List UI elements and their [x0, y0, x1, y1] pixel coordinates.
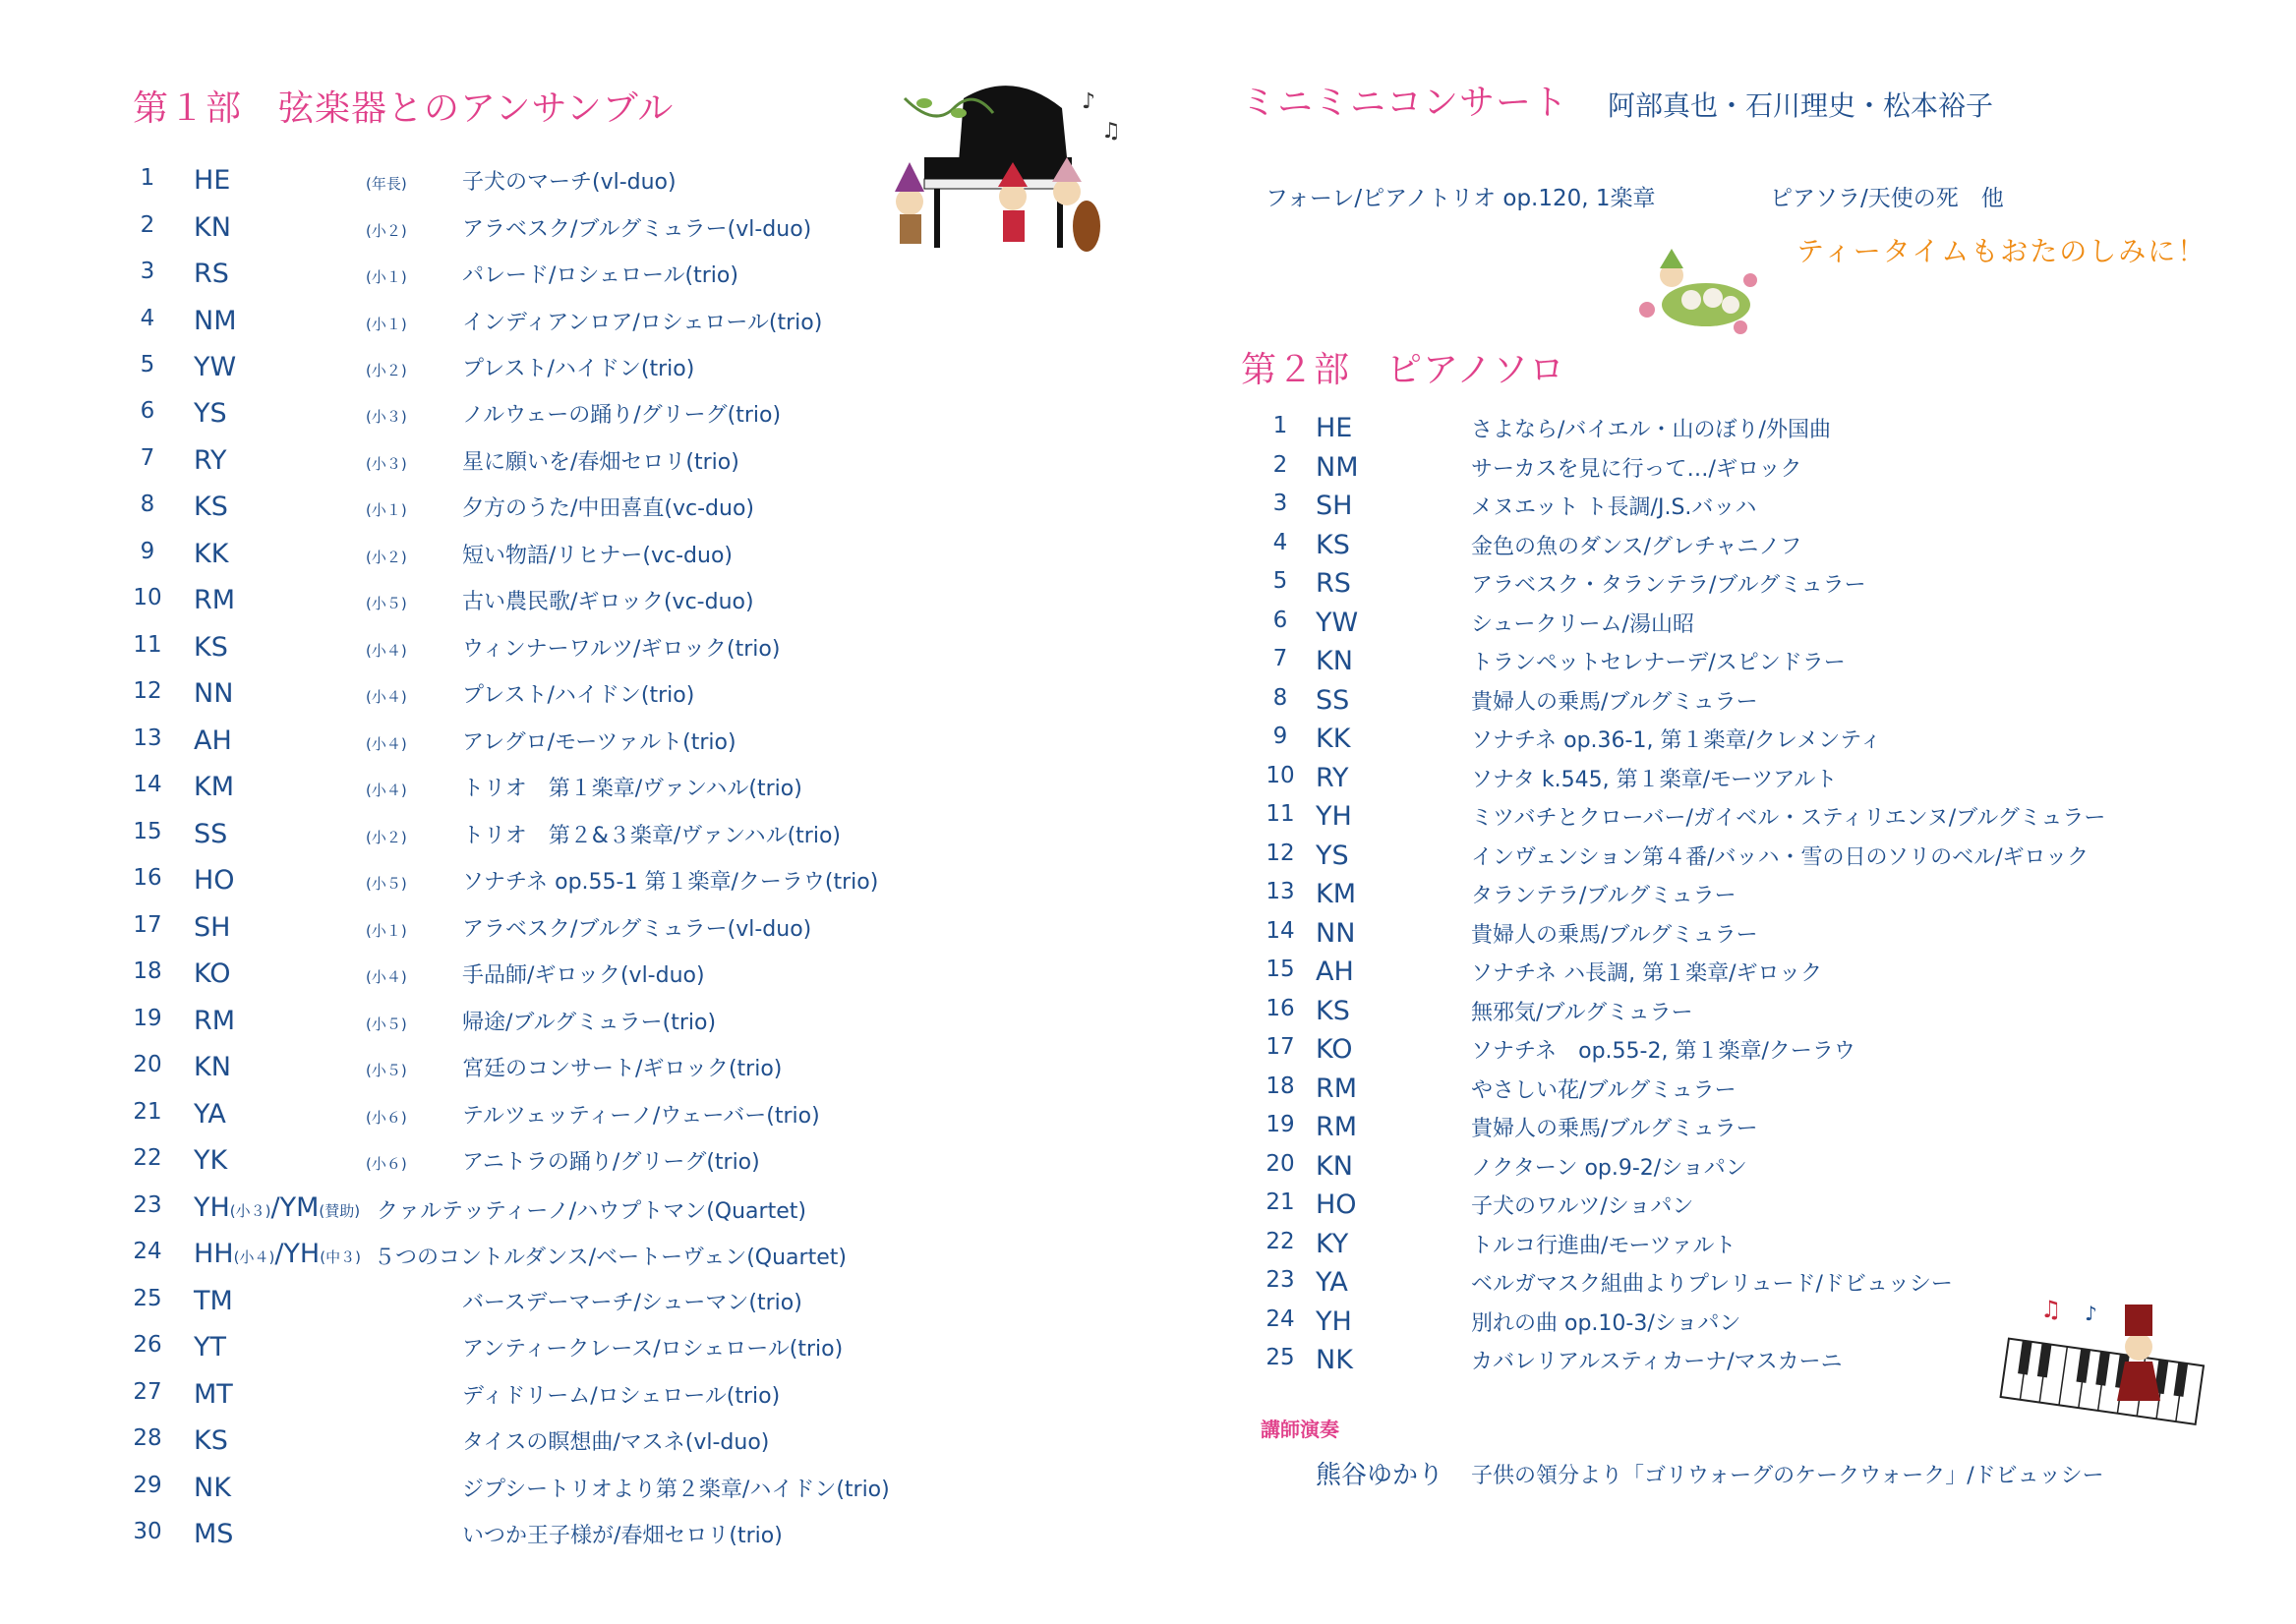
mini-program-2: ピアソラ/天使の死 他	[1770, 186, 2004, 211]
svg-text:♫: ♫	[2040, 1296, 2062, 1323]
mini-program-1: フォーレ/ピアノトリオ op.120, 1楽章	[1266, 186, 1656, 211]
svg-text:♫: ♫	[1101, 119, 1121, 144]
keyboard-illustration	[1991, 1293, 2222, 1455]
teacher-piece: 子供の領分より「ゴリウォーグのケークウォーク」/ドビュッシー	[1471, 1464, 2104, 1488]
teatime-illustration	[1632, 241, 1765, 339]
mini-concert-performers: 阿部真也・石川理史・松本裕子	[1608, 89, 1994, 122]
svg-text:♪: ♪	[2085, 1302, 2097, 1325]
mini-concert-title: ミニミニコンサート	[1241, 83, 1569, 123]
teacher-label: 講師演奏	[1261, 1418, 1339, 1441]
piano-ensemble-illustration	[865, 69, 1121, 265]
teacher-name: 熊谷ゆかり	[1316, 1461, 1444, 1490]
svg-text:♪: ♪	[1082, 89, 1096, 114]
part2-title: 第２部 ピアノソロ	[1241, 350, 1566, 390]
part1-title: 第１部 弦楽器とのアンサンブル	[133, 88, 675, 129]
teatime-note: ティータイムもおたのしみに！	[1796, 235, 2208, 267]
